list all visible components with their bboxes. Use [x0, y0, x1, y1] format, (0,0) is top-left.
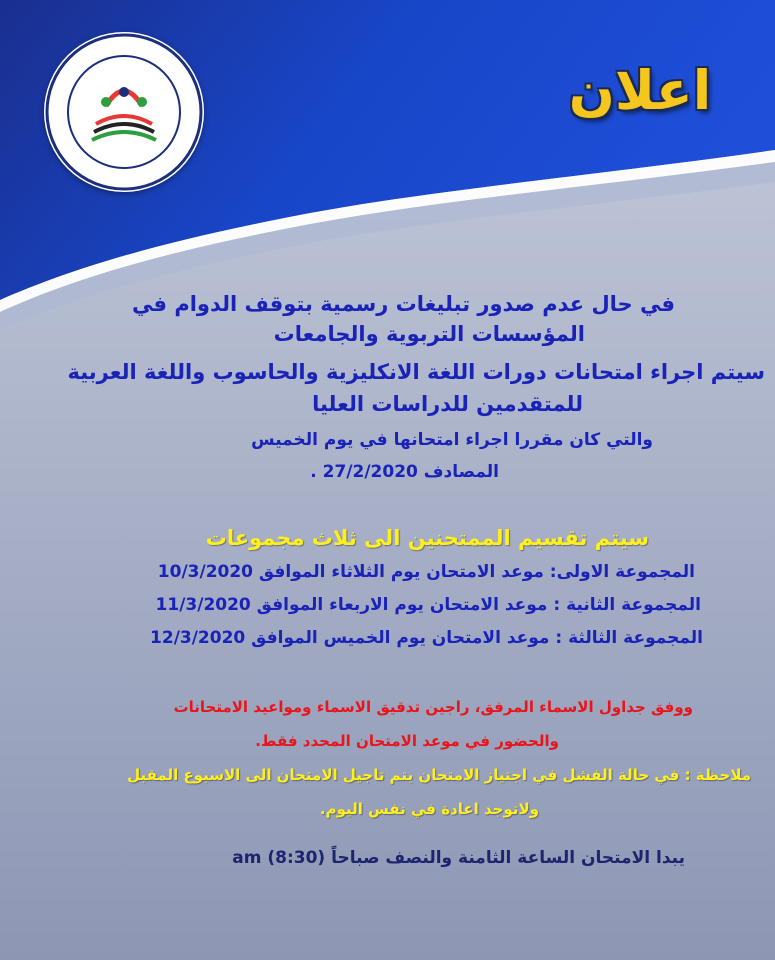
intro-line-3: سيتم اجراء امتحانات دورات اللغة الانكليزية والحاسوب واللغة العربية — [67, 360, 765, 384]
note-yellow-line-1: ملاحظة : في حالة الفشل في اجتياز الامتحان يتم تاجيل الامتحان الى الاسبوع المقبل — [127, 766, 751, 784]
note-red-line-1: ووفق جداول الاسماء المرفق، راجين تدقيق الاسماء ومواعيد الامتحانات — [173, 698, 693, 716]
intro-line-2: المؤسسات التربوية والجامعات — [273, 322, 585, 346]
schedule-line-1: والتي كان مقررا اجراء امتحانها في يوم الخميس — [251, 430, 653, 450]
announcement-title: اعلان — [568, 59, 712, 122]
schedule-line-2: المصادف 27/2/2020 . — [310, 462, 499, 482]
group-item-3: المجموعة الثالثة : موعد الامتحان يوم الخميس الموافق 12/3/2020 — [150, 628, 703, 648]
center-logo — [44, 32, 204, 192]
group-item-1: المجموعة الاولى: موعد الامتحان يوم الثلاثاء الموافق 10/3/2020 — [157, 562, 695, 582]
note-yellow-line-2: ولاتوجد اعادة في نفس اليوم. — [319, 800, 539, 818]
group-item-2: المجموعة الثانية : موعد الامتحان يوم الاربعاء الموافق 11/3/2020 — [155, 595, 701, 615]
groups-heading: سيتم تقسيم الممتحنين الى ثلاث مجموعات — [205, 526, 649, 550]
intro-line-4: للمتقدمين للدراسات العليا — [312, 392, 583, 416]
logo-emblem-icon — [44, 32, 204, 192]
intro-line-1: في حال عدم صدور تبليغات رسمية بتوقف الدوام في — [132, 292, 675, 316]
note-red-line-2: والحضور في موعد الامتحان المحدد فقط. — [255, 732, 559, 750]
exam-start-time: يبدا الامتحان الساعة الثامنة والنصف صباحاً (8:30) am — [232, 848, 685, 868]
